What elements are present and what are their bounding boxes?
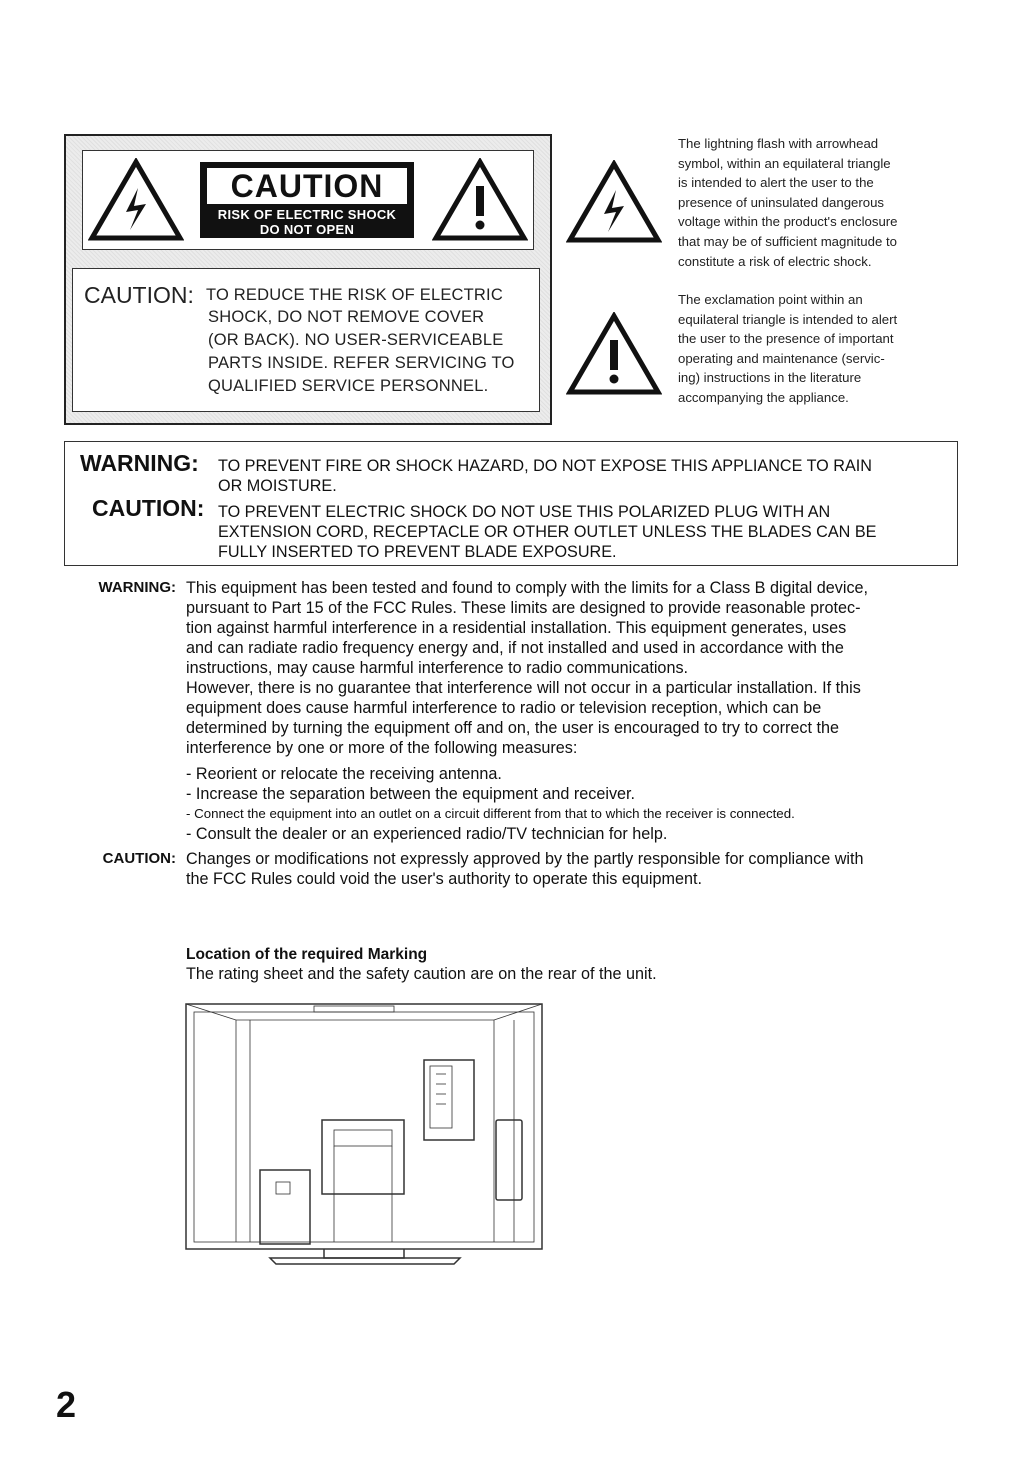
caution-badge-title: CAUTION [206,167,408,205]
description-line: presence of uninsulated dangerous [678,194,885,210]
caution-label-heading: CAUTION: [84,282,194,308]
caution-badge-line1: RISK OF ELECTRIC SHOCK [217,207,397,222]
exclamation-symbol-description [678,290,978,408]
description-line: ing) instructions in the literature [678,370,862,386]
measure-item: - Reorient or relocate the receiving antenna. [186,765,502,783]
fcc-line: instructions, may cause harmful interference to radio communications. [186,659,689,677]
warning-box-caution-text [218,502,876,562]
tv-rear-view-illustration [184,1002,544,1272]
description-line: accompanying the appliance. [678,389,849,405]
caution-badge [200,162,414,238]
measure-item: - Consult the dealer or an experienced radio/TV technician for help. [186,825,668,843]
description-line: the user to the presence of important [678,331,894,347]
exclamation-triangle-icon [566,312,662,396]
lightning-triangle-icon [88,158,184,242]
caution-line: FULLY INSERTED TO PREVENT BLADE EXPOSURE. [218,543,617,561]
warning-box-warning-text [218,456,872,496]
lightning-triangle-icon [566,160,662,244]
description-line: operating and maintenance (servic- [678,350,885,366]
fcc-line: tion against harmful interference in a residential installation. This equipment generates, uses [186,619,847,637]
caution-label-line: (OR BACK). NO USER-SERVICEABLE [208,331,504,349]
fcc-line: This equipment has been tested and found to comply with the limits for a Class B digital device, [186,579,869,597]
fcc-line: pursuant to Part 15 of the FCC Rules. These limits are designed to provide reasonable protec- [186,599,861,617]
measure-item: - Increase the separation between the equipment and receiver. [186,785,636,803]
exclamation-triangle-icon [432,158,528,242]
fcc-line: Changes or modifications not expressly approved by the partly responsible for compliance with [186,850,864,868]
description-line: that may be of sufficient magnitude to [678,233,897,249]
description-line: constitute a risk of electric shock. [678,253,872,269]
caution-label-line: PARTS INSIDE. REFER SERVICING TO [208,354,515,372]
warning-line: OR MOISTURE. [218,477,337,495]
caution-line: EXTENSION CORD, RECEPTACLE OR OTHER OUTLET UNLESS THE BLADES CAN BE [218,523,877,541]
warning-box-warning-label: WARNING: [80,450,199,476]
fcc-line: equipment does cause harmful interference to radio or television reception, which can be [186,699,822,717]
description-line: The exclamation point within an [678,292,863,307]
description-line: is intended to alert the user to the [678,175,874,191]
fcc-line: interference by one or more of the following measures: [186,739,578,757]
fcc-line: determined by turning the equipment off and on, the user is encouraged to try to correct the [186,719,839,737]
warning-box-caution-label: CAUTION: [92,495,205,521]
fcc-warning-text [186,578,966,758]
caution-badge-line2: DO NOT OPEN [259,222,355,237]
fcc-measures-list [186,764,966,844]
fcc-caution-label: CAUTION: [102,850,176,867]
location-text: The rating sheet and the safety caution are on the rear of the unit. [186,965,657,983]
measure-item: - Connect the equipment into an outlet on a circuit different from that to which the receiver is connected. [186,806,795,821]
lightning-symbol-description [678,134,978,271]
fcc-warning-label: WARNING: [98,579,176,596]
caution-label-line: SHOCK, DO NOT REMOVE COVER [208,308,485,326]
warning-line: TO PREVENT FIRE OR SHOCK HAZARD, DO NOT EXPOSE THIS APPLIANCE TO RAIN [218,457,872,475]
description-line: equilateral triangle is intended to alert [678,311,898,327]
description-line: voltage within the product's enclosure [678,214,898,230]
caution-line: TO PREVENT ELECTRIC SHOCK DO NOT USE THIS POLARIZED PLUG WITH AN [218,503,831,521]
page-number: 2 [56,1384,77,1425]
fcc-caution-text [186,849,966,889]
fcc-line: However, there is no guarantee that interference will not occur in a particular installation. If this [186,679,861,697]
description-line: The lightning flash with arrowhead [678,136,879,151]
fcc-line: the FCC Rules could void the user's authority to operate this equipment. [186,870,702,888]
fcc-line: and can radiate radio frequency energy and, if not installed and used in accordance with the [186,639,844,657]
description-line: symbol, within an equilateral triangle [678,155,891,171]
caution-label-line: TO REDUCE THE RISK OF ELECTRIC [206,286,503,304]
location-heading: Location of the required Marking [186,946,428,963]
caution-label-line: QUALIFIED SERVICE PERSONNEL. [208,377,489,395]
